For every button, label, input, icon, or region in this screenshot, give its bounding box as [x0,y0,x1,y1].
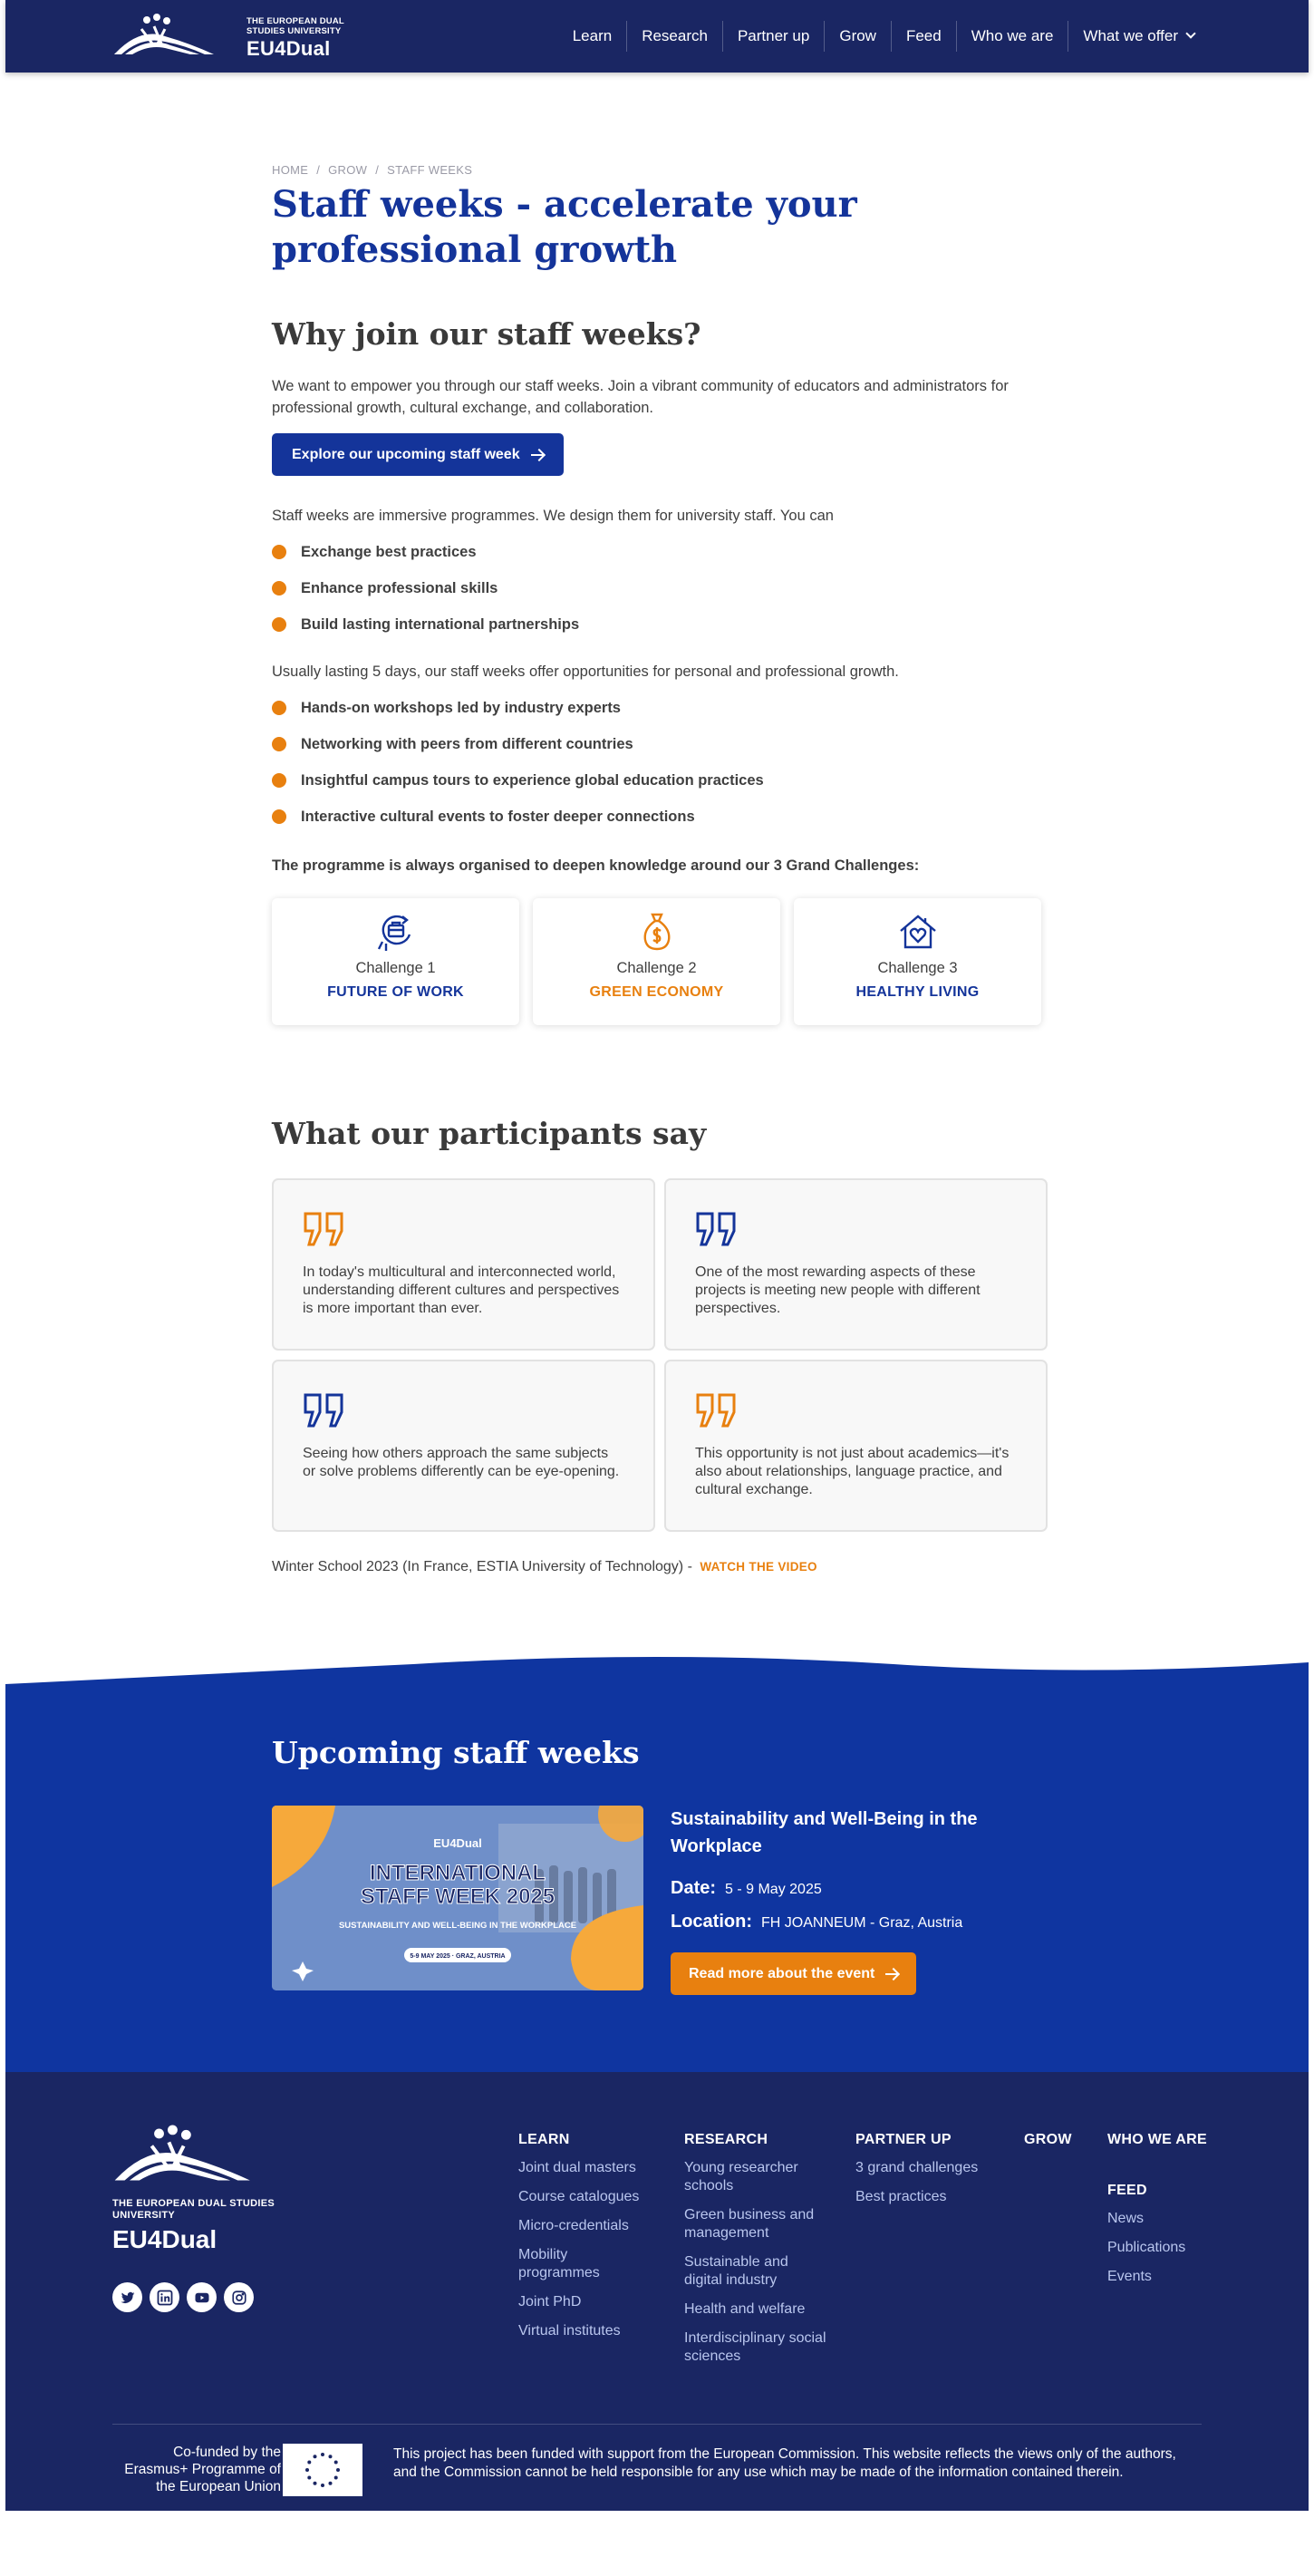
challenge-label: Challenge 2 [616,960,697,976]
duration-lead: Usually lasting 5 days, our staff weeks offer opportunities for personal and professional growth. [272,663,899,680]
arrow-right-icon [885,1973,898,1975]
read-more-label: Read more about the event [689,1965,875,1981]
footer-link[interactable]: Green business and management [684,2207,815,2241]
list-item: Hands-on workshops led by industry experts [272,690,1042,726]
breadcrumb-current: STAFF WEEKS [387,163,473,177]
footer-divider [112,2424,1202,2425]
nav-feed[interactable]: Feed [891,21,956,52]
main-nav [558,0,1209,73]
nav-research[interactable]: Research [626,21,722,52]
footer-link[interactable]: Joint PhD [518,2294,582,2310]
testimonial-text: This opportunity is not just about academics—it's also about relationships, language practice, and cultural exchange. [695,1446,1010,1497]
list-item: Build lasting international partnerships [272,606,1042,643]
footer-col-learn [518,2132,639,2340]
footer-link[interactable]: News [1107,2211,1145,2226]
site-logo[interactable] [112,11,357,62]
list-item: Insightful campus tours to experience global education practices [272,762,1042,799]
footer-link[interactable]: 3 grand challenges [855,2160,979,2175]
footer-link[interactable]: Events [1107,2269,1152,2284]
footer-heading-learn[interactable]: LEARN [518,2132,570,2147]
testimonials-heading: What our participants say [272,1116,707,1151]
event-date [671,1878,1033,1899]
event-date-label: Date: [671,1878,717,1898]
funding-disclaimer: This project has been funded with support from the European Commission. This website reflects the views only of the authors, and the Commission cannot be held responsible for any use which may be made of the information contained therein. [393,2446,1176,2480]
testimonial-card [664,1178,1048,1351]
quote-icon [303,1392,624,1430]
event-date-value: 5 - 9 May 2025 [725,1882,822,1897]
staff-weeks-lead: Staff weeks are immersive programmes. We design them for university staff. You can [272,508,834,524]
footer-col-who-we-are [1107,2132,1207,2286]
section-wave [5,1648,1309,1693]
logo-mark-icon [112,13,219,58]
page-title: Staff weeks - accelerate your professional growth [272,183,857,271]
video-caption-text: Winter School 2023 (In France, ESTIA University of Technology) - [272,1559,692,1574]
nav-grow[interactable]: Grow [824,21,891,52]
challenge-title: FUTURE OF WORK [327,984,464,1000]
testimonial-text: In today's multicultural and interconnected world, understanding different cultures and perspectives is more important than ever. [303,1264,620,1316]
footer-link[interactable]: Health and welfare [684,2301,806,2317]
footer-link[interactable]: Micro-credentials [518,2218,629,2233]
programme-statement: The programme is always organised to deepen knowledge around our 3 Grand Challenges: [272,857,920,874]
challenge-title: HEALTHY LIVING [855,984,980,1000]
explore-staff-week-button[interactable] [272,433,564,476]
footer-heading-grow[interactable]: GROW [1024,2132,1072,2147]
nav-partner-up[interactable]: Partner up [722,21,824,52]
logo-tagline: THE EUROPEAN DUAL STUDIES UNIVERSITY [246,16,344,36]
nav-who-we-are[interactable]: Who we are [956,21,1068,52]
instagram-icon[interactable] [224,2282,254,2312]
footer-logo-name: EU4Dual [112,2225,217,2253]
footer-link[interactable]: Best practices [855,2189,947,2204]
breadcrumb-home[interactable]: HOME [272,163,309,177]
benefits-list [272,534,1042,643]
event-poster-image[interactable] [272,1806,643,1990]
site-header [5,0,1309,73]
footer-link[interactable]: Course catalogues [518,2189,640,2204]
footer-heading-who-we-are[interactable]: WHO WE ARE [1107,2132,1207,2147]
arrow-right-icon [531,454,544,456]
poster-title-line1: INTERNATIONAL [369,1861,546,1885]
poster-logo: EU4Dual [433,1836,482,1850]
logo-mark-icon [112,2123,257,2186]
why-intro: We want to empower you through our staff weeks. Join a vibrant community of educators and administrators for professional growth, cultural exchange, and collaboration. [272,378,1009,416]
list-item: Interactive cultural events to foster deeper connections [272,799,1042,835]
footer-link[interactable]: Sustainable and digital industry [684,2254,788,2288]
money-bag-icon [533,911,780,953]
event-location-label: Location: [671,1912,752,1932]
challenge-label: Challenge 1 [355,960,436,976]
logo-name: EU4Dual [246,37,331,60]
linkedin-icon[interactable] [150,2282,179,2312]
nav-what-we-offer-label: What we offer [1083,27,1178,44]
upcoming-section [5,1691,1309,2072]
event-info [671,1806,1033,1995]
opportunities-list [272,690,1042,835]
event-location-value: FH JOANNEUM - Graz, Austria [761,1915,963,1931]
breadcrumb: HOME / GROW / STAFF WEEKS [272,163,473,177]
watch-video-link[interactable]: WATCH THE VIDEO [700,1560,817,1574]
quote-icon [695,1392,1017,1430]
heart-house-icon [794,911,1041,953]
challenge-card-green-economy[interactable] [533,898,780,1025]
challenge-card-future-of-work[interactable] [272,898,519,1025]
social-links [112,2282,254,2312]
footer-col-research [684,2132,829,2366]
nav-learn[interactable]: Learn [572,27,613,44]
quote-icon [303,1211,624,1249]
main-content [272,163,1042,1575]
footer-link[interactable]: Publications [1107,2240,1186,2255]
footer-logo-tagline: THE EUROPEAN DUAL STUDIES UNIVERSITY [112,2198,275,2221]
chevron-down-icon [1185,28,1195,38]
nav-what-we-offer[interactable] [1068,21,1209,52]
footer-heading-feed[interactable]: FEED [1107,2183,1147,2198]
challenge-card-healthy-living[interactable] [794,898,1041,1025]
footer-link[interactable]: Joint dual masters [518,2160,636,2175]
upcoming-heading: Upcoming staff weeks [272,1735,640,1770]
footer-link[interactable]: Mobility programmes [518,2247,600,2281]
footer-heading-partner-up[interactable]: PARTNER UP [855,2132,952,2147]
youtube-icon[interactable] [187,2282,217,2312]
list-item: Networking with peers from different countries [272,726,1042,762]
challenge-label: Challenge 3 [877,960,958,976]
poster-date: 5-9 MAY 2025 · GRAZ, AUSTRIA [410,1953,506,1960]
cofunded-text: Co-funded by the Erasmus+ Programme of the European Union [124,2445,281,2494]
footer-link[interactable]: Virtual institutes [518,2323,621,2339]
video-caption [272,1559,1042,1575]
testimonial-card [664,1360,1048,1532]
event-location [671,1912,1033,1932]
testimonial-card [272,1178,655,1351]
testimonials-grid [272,1178,1042,1532]
footer-logo[interactable] [112,2123,275,2254]
list-item: Enhance professional skills [272,570,1042,606]
twitter-icon[interactable] [112,2282,142,2312]
footer-link[interactable]: Young researcher schools [684,2160,798,2193]
why-heading: Why join our staff weeks? [272,316,701,352]
challenges-grid [272,898,1042,1025]
event-title[interactable]: Sustainability and Well-Being in the Workplace [671,1809,978,1856]
testimonial-card [272,1360,655,1532]
briefcase-cycle-icon [272,911,519,953]
breadcrumb-grow[interactable]: GROW [328,163,368,177]
footer-col-partner-up [855,2132,978,2206]
quote-icon [695,1211,1017,1249]
footer-link[interactable]: Interdisciplinary social sciences [684,2330,826,2364]
list-item: Exchange best practices [272,534,1042,570]
site-footer [5,2072,1309,2511]
poster-title-line2: STAFF WEEK 2025 [360,1884,556,1909]
footer-heading-research[interactable]: RESEARCH [684,2132,768,2147]
read-more-event-button[interactable] [671,1952,916,1995]
challenge-title: GREEN ECONOMY [589,984,724,1000]
eu-flag-icon [283,2444,362,2496]
testimonial-text: Seeing how others approach the same subjects or solve problems differently can be eye-opening. [303,1446,620,1479]
testimonial-text: One of the most rewarding aspects of these projects is meeting new people with different perspectives. [695,1264,981,1316]
footer-col-grow [1024,2132,1072,2148]
explore-button-label: Explore our upcoming staff week [292,446,520,462]
poster-subtitle: SUSTAINABILITY AND WELL-BEING IN THE WORKPLACE [338,1921,577,1931]
